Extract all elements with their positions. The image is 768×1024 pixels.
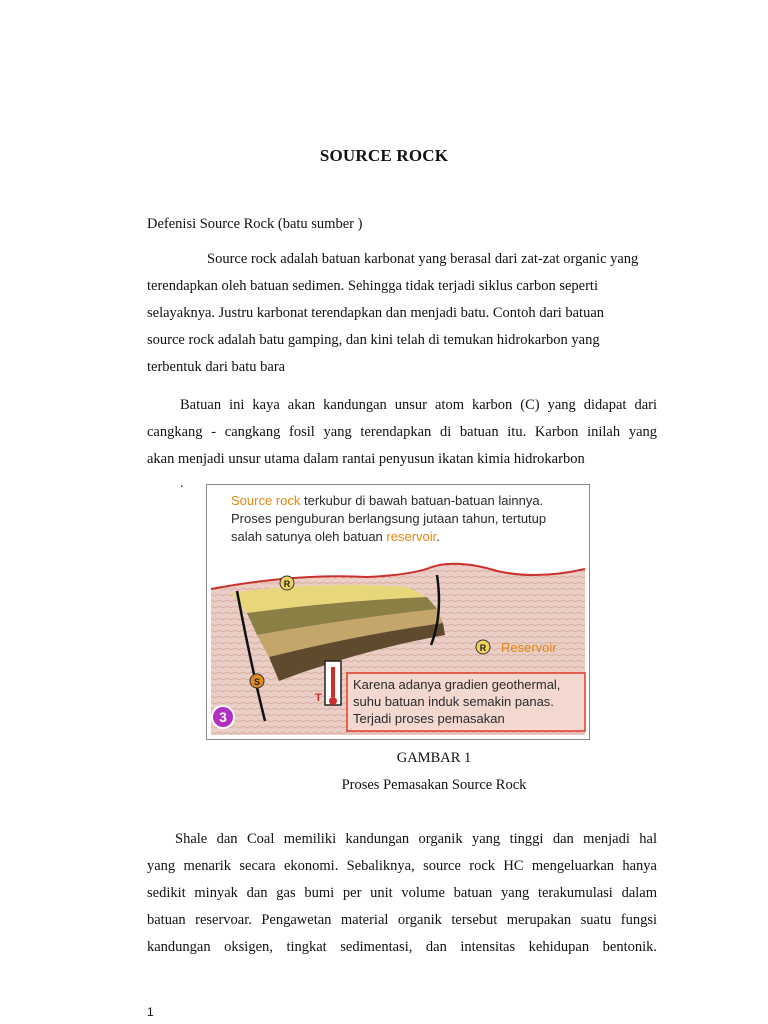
text-line: Shale dan Coal memiliki kandungan organik yang tinggi dan menjadi hal [175, 831, 657, 847]
text-line: Batuan ini kaya akan kandungan unsur atom karbon (C) yang didapat dari [180, 397, 657, 413]
text-line: akan menjadi unsur utama dalam rantai penyusun ikatan kimia hidrokarbon [147, 451, 585, 467]
thermometer-bulb [329, 697, 337, 705]
temperature-marker-label: T [315, 692, 322, 704]
thermometer-fill [331, 667, 335, 697]
figure-text-line-3: salah satunya oleh batuan reservoir. [231, 529, 440, 544]
explanation-line-2: suhu batuan induk semakin panas. [353, 694, 554, 709]
text-line: cangkang - cangkang fosil yang terendapkan di batuan itu. Karbon inilah yang [147, 424, 657, 440]
text-line: source rock adalah batu gamping, dan kini telah di temukan hidrokarbon yang [147, 332, 600, 348]
figure-caption-number: GAMBAR 1 [396, 750, 472, 766]
paragraph-carbon [147, 392, 657, 473]
section-subheading: Defenisi Source Rock (batu sumber ) [147, 216, 363, 232]
text-line: batuan reservoar. Pengawetan material organik tersebut merupakan suatu fungsi [147, 912, 657, 928]
figure-text-line-1: Source rock terkubur di bawah batuan-batuan lainnya. [231, 493, 544, 508]
reservoir-legend-marker: R [479, 643, 487, 653]
paragraph-shale-coal [147, 826, 657, 961]
figure-caption-title: Proses Pemasakan Source Rock [341, 777, 527, 793]
step-number-label: 3 [219, 709, 227, 725]
text-line: kandungan oksigen, tingkat sedimentasi, dan intensitas kehidupan bentonik. [147, 939, 657, 955]
page-number: 1 [147, 1005, 154, 1019]
text-line: sedikit minyak dan gas bumi per unit volume batuan yang terakumulasi dalam [147, 885, 657, 901]
source-rock-figure [206, 484, 590, 740]
text-line: terendapkan oleh batuan sedimen. Sehingga tidak terjadi siklus carbon seperti [147, 278, 598, 294]
figure-text-line-2: Proses penguburan berlangsung jutaan tahun, tertutup [231, 511, 547, 526]
explanation-line-1: Karena adanya gradien geothermal, [353, 677, 561, 692]
text-line: Source rock adalah batuan karbonat yang berasal dari zat-zat organic yang [207, 251, 639, 267]
text-line: terbentuk dari batu bara [147, 359, 286, 375]
text-line: yang menarik secara ekonomi. Sebaliknya, source rock HC mengeluarkan hanya [147, 858, 657, 874]
text-line: selayaknya. Justru karbonat terendapkan dan menjadi batu. Contoh dari batuan [147, 305, 605, 321]
geology-cross-section-diagram [207, 485, 589, 739]
reservoir-marker-label: R [283, 579, 291, 589]
page-title: SOURCE ROCK [319, 146, 449, 165]
source-marker-label: S [253, 677, 261, 687]
explanation-line-3: Terjadi proses pemasakan [353, 711, 505, 726]
paragraph-definition [147, 246, 657, 381]
reservoir-legend-label: Reservoir [501, 640, 557, 655]
stray-dot: . [180, 476, 184, 491]
